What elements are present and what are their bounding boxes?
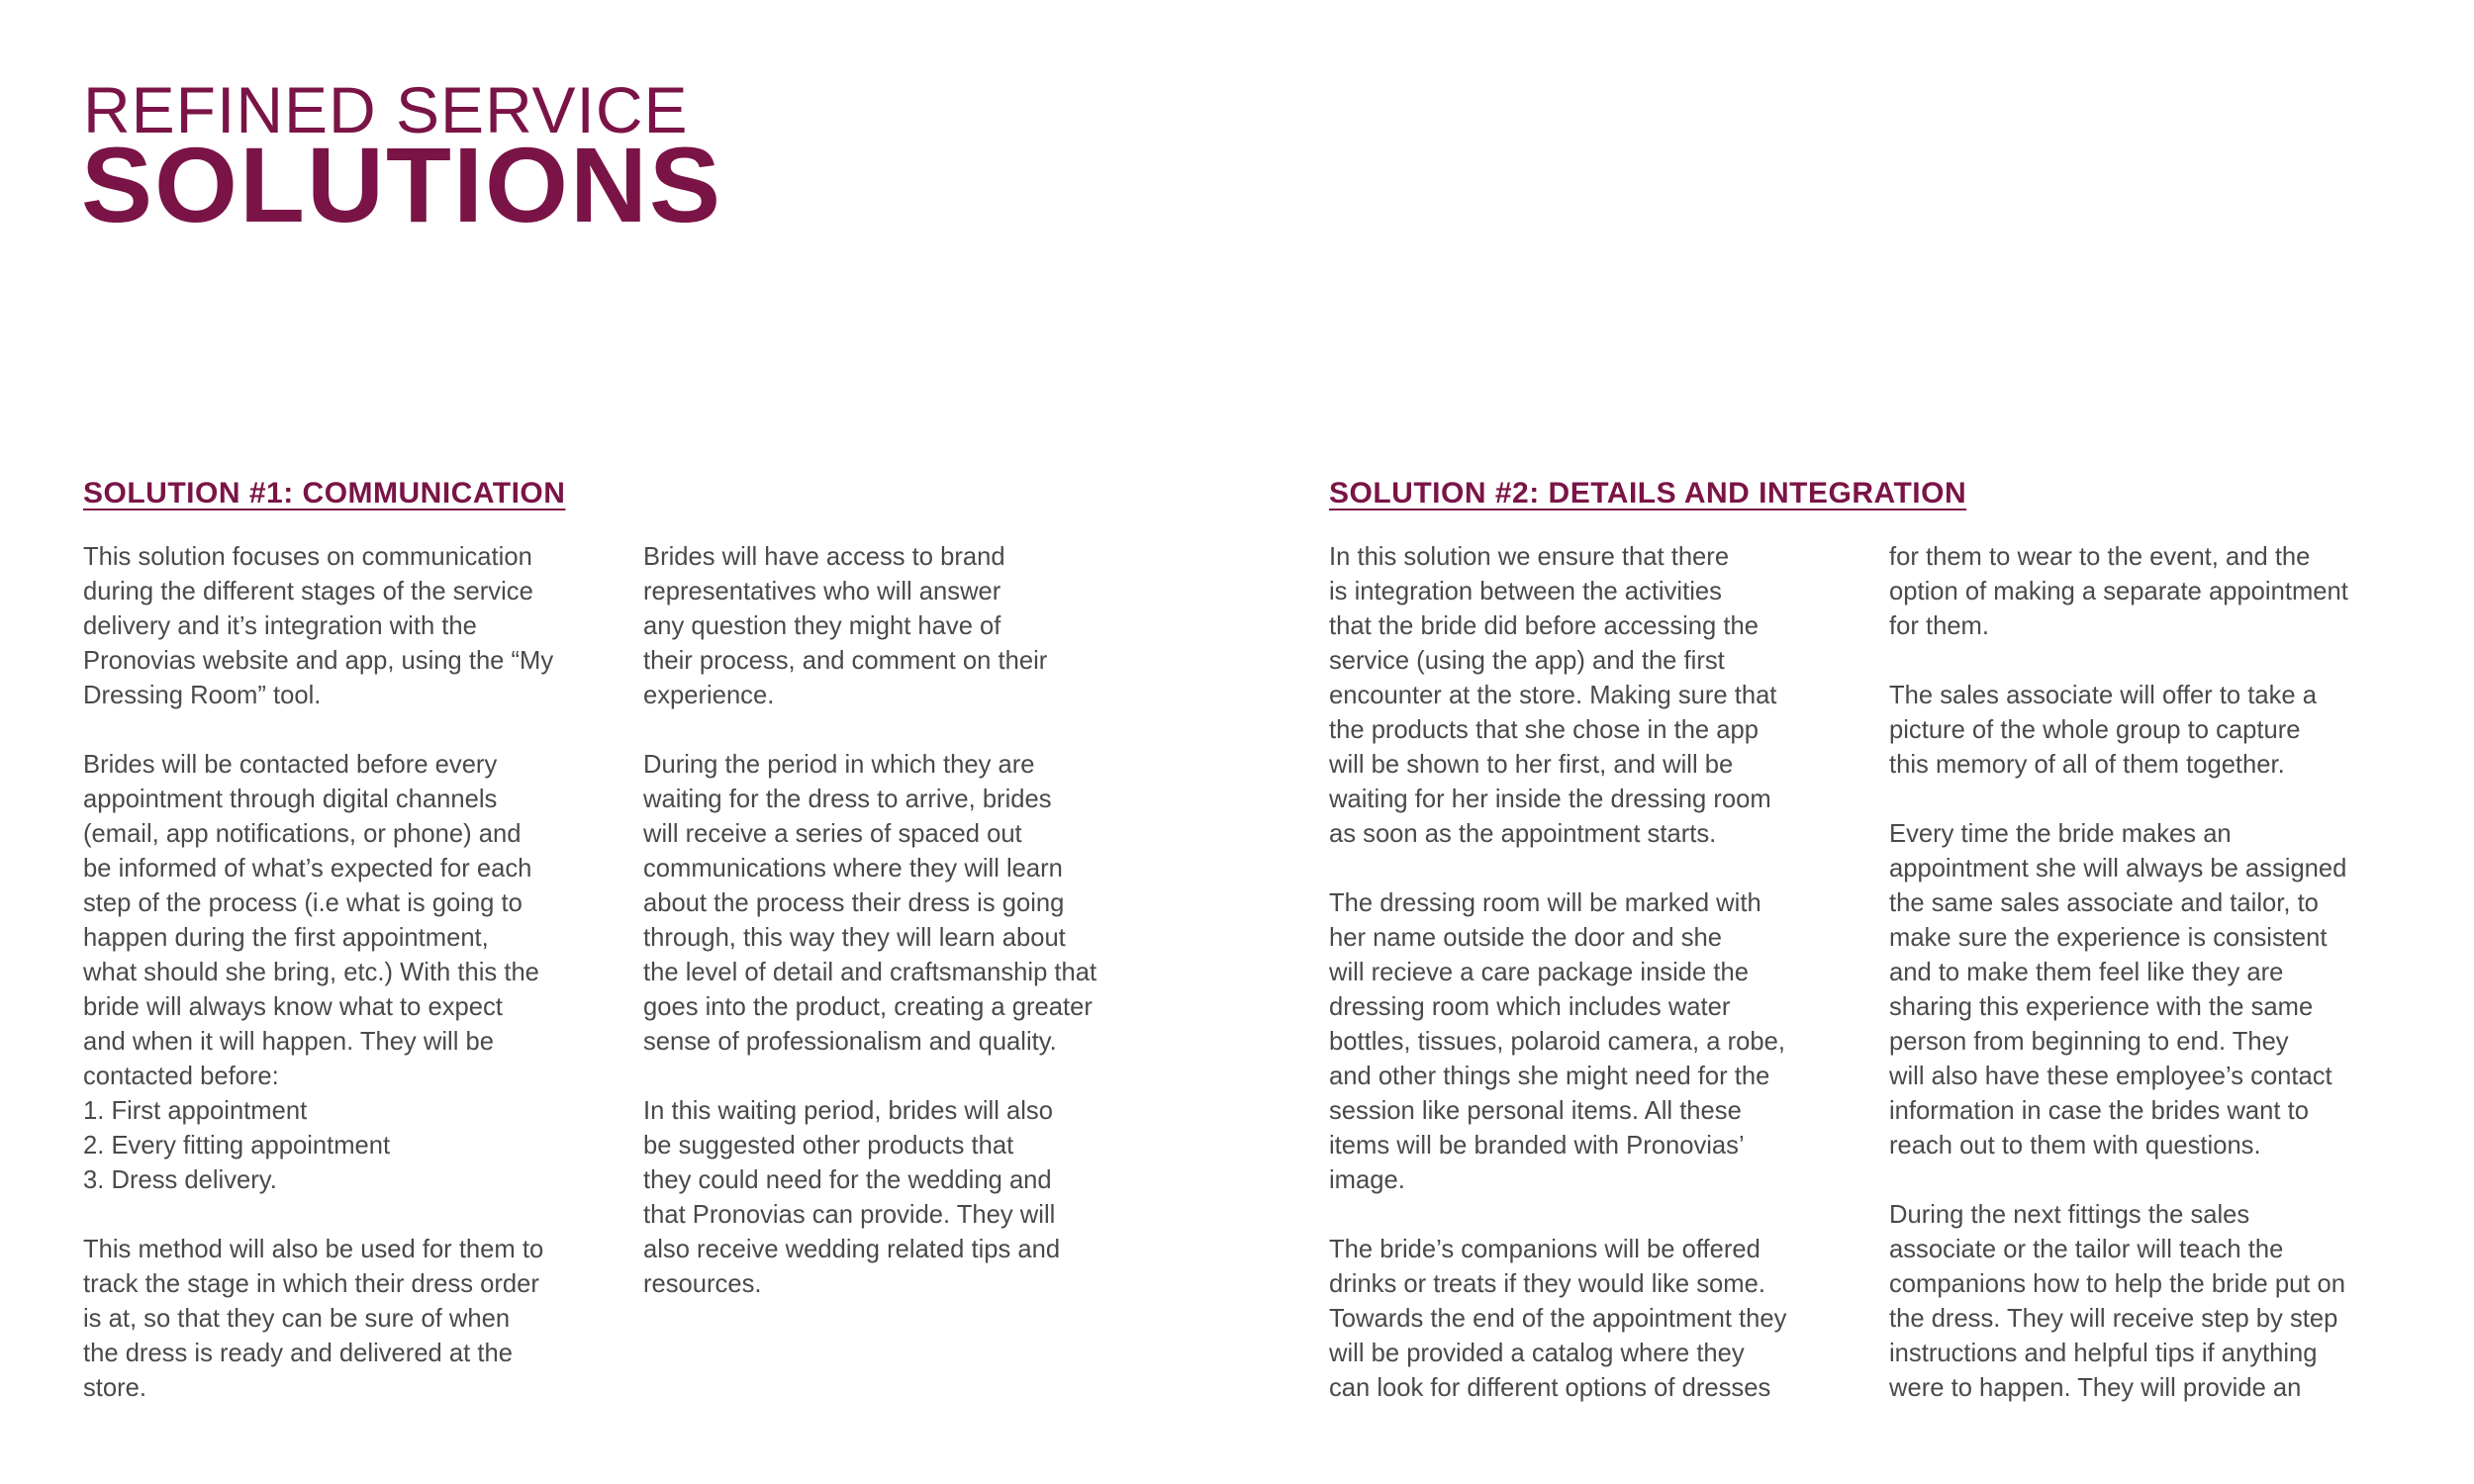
page-title: SOLUTIONS xyxy=(81,125,723,244)
solution-1-column-1-text: This solution focuses on communication during the different stages of the service delivery and it’s integration with the Pronovias website and app, using the “My Dressing Room” tool. Brides will be contacted before every appointment through digital channels (email, app notifications, or phone) and be informed of what’s expected for each step of the process (i.e what is going to happen during the first appointment, what should she bring, etc.) With this the bride will always know what to expect and when it will happen. They will be contacted before: 1. First appointment 2. Every fitting appointment 3. Dress delivery. This method will also be used for them to track the stage in which their dress order is at, so that they can be sure of when the dress is ready and delivered at the store. xyxy=(83,543,554,1402)
solution-2-heading: SOLUTION #2: DETAILS AND INTEGRATION xyxy=(1329,477,1967,510)
solution-2-column-2-text: for them to wear to the event, and the option of making a separate appointment for them. The sales associate will offer to take a picture of the whole group to capture this memory of all of them together. Every time the bride makes an appointment she will always be assigned the same sales associate and tailor, to make sure the experience is consistent and to make them feel like they are sharing this experience with the same person from beginning to end. They will also have these employee’s contact information in case the brides want to reach out to them with questions. During the next fittings the sales associate or the tailor will teach the companions how to help the bride put on the dress. They will receive step by step instructions and helpful tips if anything were to happen. They will provide an xyxy=(1889,543,2348,1402)
page-supertitle: REFINED SERVICE xyxy=(83,73,689,146)
solution-2-column-1-text: In this solution we ensure that there is integration between the activities that the bride did before accessing the service (using the app) and the first encounter at the store. Making sure that the products that she chose in the app will be shown to her first, and will be waiting for her inside the dressing room as soon as the appointment starts. The dressing room will be marked with her name outside the door and she will recieve a care package inside the dressing room which includes water bottles, tissues, polaroid camera, a robe, and other things she might need for the session like personal items. All these items will be branded with Pronovias’ image. The bride’s companions will be offered drinks or treats if they would like some. Towards the end of the appointment they will be provided a catalog where they can look for different options of dresses xyxy=(1329,543,1787,1402)
solution-1-column-2-text: Brides will have access to brand representatives who will answer any question they might have of their process, and comment on their experience. During the period in which they are waiting for the dress to arrive, brides will receive a series of spaced out communications where they will learn about the process their dress is going through, this way they will learn about the level of detail and craftsmanship that goes into the product, creating a greater sense of professionalism and quality. In this waiting period, brides will also be suggested other products that they could need for the wedding and that Pronovias can provide. They will also receive wedding related tips and resources. xyxy=(643,543,1097,1298)
solution-1-heading: SOLUTION #1: COMMUNICATION xyxy=(83,477,566,510)
